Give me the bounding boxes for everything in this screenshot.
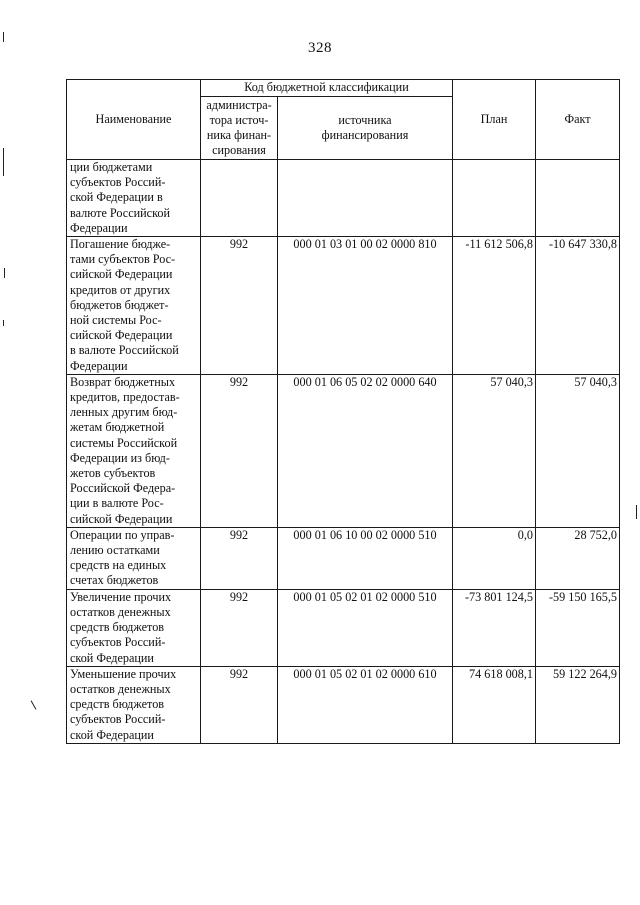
row-fact-cell: 59 122 264,9 (536, 666, 620, 743)
row-name-line: остатков денежных (70, 604, 171, 619)
budget-classification-table (66, 79, 620, 744)
row-source-cell (278, 160, 453, 237)
row-name-line: бюджетов бюджет- (70, 297, 169, 312)
row-name-line: Возврат бюджетных (70, 374, 176, 389)
row-name-line: средств бюджетов (70, 697, 165, 712)
row-name-line: Операции по управ- (70, 527, 175, 542)
row-admin-cell: 992 (201, 527, 278, 589)
table-row (67, 237, 620, 375)
scan-edge-mark (4, 268, 5, 278)
row-source-cell: 000 01 06 10 00 02 0000 510 (278, 527, 453, 589)
row-name-line: кредитов от других (70, 282, 171, 297)
row-name-line: Погашение бюдже- (70, 237, 171, 252)
row-fact-cell (536, 160, 620, 237)
row-plan-cell: 0,0 (453, 527, 536, 589)
row-fact-cell: -59 150 165,5 (536, 589, 620, 666)
row-name-line: средств бюджетов (70, 620, 165, 635)
row-name-line: Федерации из бюд- (70, 450, 170, 465)
scan-tick-mark (31, 700, 37, 709)
row-name-line: средств на единых (70, 558, 167, 573)
table-row (67, 160, 620, 237)
row-name-line: ской Федерации (70, 650, 154, 665)
row-admin-cell: 992 (201, 237, 278, 375)
scan-edge-mark (3, 148, 4, 176)
row-fact-cell: 28 752,0 (536, 527, 620, 589)
scan-edge-mark (3, 320, 4, 326)
table-row (67, 666, 620, 743)
header-admin-line: сирования (212, 143, 266, 158)
row-name-line: Федерации (70, 220, 128, 235)
table-header (67, 80, 620, 160)
row-name-cell (67, 237, 201, 375)
row-name-line: субъектов Россий- (70, 712, 166, 727)
row-name-cell (67, 527, 201, 589)
header-fact: Факт (536, 80, 620, 160)
row-name-line: ской Федерации (70, 727, 154, 742)
header-source-line: источника (338, 112, 392, 127)
header-admin-line: ника финан- (206, 128, 272, 142)
header-admin (201, 97, 278, 160)
row-name-line: сийской Федерации (70, 267, 173, 282)
header-code-group: Код бюджетной классификации (201, 80, 453, 97)
row-admin-cell: 992 (201, 666, 278, 743)
row-name-line: Увеличение прочих (70, 589, 172, 604)
row-admin-cell: 992 (201, 374, 278, 527)
header-row (67, 80, 620, 97)
table-row (67, 589, 620, 666)
row-name-line: ной системы Рос- (70, 313, 162, 328)
scan-edge-mark (636, 505, 637, 519)
row-plan-cell (453, 160, 536, 237)
row-name-line: сийской Федерации (70, 511, 173, 526)
row-name-line: тами субъектов Рос- (70, 252, 176, 267)
row-plan-cell: -73 801 124,5 (453, 589, 536, 666)
row-fact-cell: -10 647 330,8 (536, 237, 620, 375)
row-name-line: Уменьшение прочих (70, 666, 177, 681)
row-admin-cell (201, 160, 278, 237)
row-plan-cell: 74 618 008,1 (453, 666, 536, 743)
table-body (67, 160, 620, 744)
header-admin-line: администра- (206, 97, 272, 112)
header-plan: План (453, 80, 536, 160)
row-name-line: ской Федерации в (70, 190, 163, 205)
row-source-cell: 000 01 05 02 01 02 0000 510 (278, 589, 453, 666)
row-name-line: жетам бюджетной (70, 420, 165, 435)
row-plan-cell: -11 612 506,8 (453, 237, 536, 375)
row-name-line: счетах бюджетов (70, 573, 159, 588)
row-name-line: жетов субъектов (70, 466, 156, 481)
row-admin-cell: 992 (201, 589, 278, 666)
row-name-line: Российской Федера- (70, 481, 176, 496)
row-source-cell: 000 01 03 01 00 02 0000 810 (278, 237, 453, 375)
row-name-line: в валюте Российской (70, 343, 179, 358)
row-name-line: ции бюджетами (70, 160, 153, 174)
row-name-line: остатков денежных (70, 681, 171, 696)
header-source-line: финансирования (321, 128, 409, 142)
header-source (278, 97, 453, 160)
row-name-line: кредитов, предостав- (70, 390, 180, 405)
row-name-line: сийской Федерации (70, 328, 173, 343)
scan-edge-mark (3, 32, 4, 42)
row-name-line: субъектов Россий- (70, 175, 166, 190)
row-name-line: лению остатками (70, 543, 160, 558)
row-name-line: системы Российской (70, 435, 178, 450)
row-name-cell (67, 666, 201, 743)
header-name: Наименование (67, 80, 201, 160)
table-row (67, 527, 620, 589)
row-name-line: валюте Российской (70, 205, 170, 220)
row-name-cell (67, 160, 201, 237)
row-name-line: Федерации (70, 358, 128, 373)
row-name-cell (67, 589, 201, 666)
row-plan-cell: 57 040,3 (453, 374, 536, 527)
row-fact-cell: 57 040,3 (536, 374, 620, 527)
header-admin-line: тора источ- (209, 112, 269, 127)
row-name-cell (67, 374, 201, 527)
row-name-line: субъектов Россий- (70, 635, 166, 650)
table-row (67, 374, 620, 527)
row-source-cell: 000 01 06 05 02 02 0000 640 (278, 374, 453, 527)
row-source-cell: 000 01 05 02 01 02 0000 610 (278, 666, 453, 743)
row-name-line: ции в валюте Рос- (70, 496, 164, 511)
row-name-line: ленных другим бюд- (70, 405, 178, 420)
page-number: 328 (308, 40, 332, 56)
